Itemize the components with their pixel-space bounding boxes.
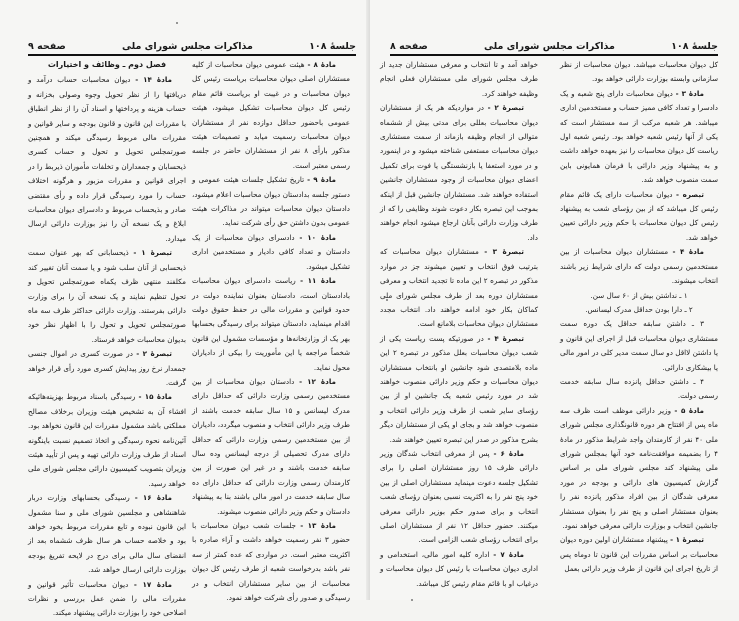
article-paragraph — [560, 533, 718, 576]
page-header — [28, 38, 356, 52]
article-text: اداره کلیه امور مالی، استخدامی و اداری دیوان محاسبات با رئیس کل دیوان محاسبات و درغیاب او با قائم مقام رئیس کل میباشد. — [380, 549, 538, 588]
article-text: مستشاران دیوان محاسبات از بین مستخدمین رسمی دولت که دارای شرایط زیر باشند انتخاب میشوند. — [560, 247, 718, 286]
article-text: جلسات شعب دیوان محاسبات با حضور ۳ نفر رسمیت خواهد داشت و آراء صادره با اکثریت معتبر است. در مواردی که عده کمتر از سه نفر باشد بدرخواست شعبه از طرف رئیس کل دیوان محاسبات از بین سایر مستشاران انتخاب و در رسیدگی و صدور رأی شرکت خواهد نمود. — [192, 521, 350, 603]
article-text: رسیدگی باسناد مربوط بهزینه‌هائیکه افشاء آن به تشخیص هیئت وزیران برخلاف مصالح مملکتی باشد مشمول مقررات این قانون نخواهد بود. آئین‌نامه نحوه رسیدگی و اتخاذ تصمیم نسبت باینگونه اسناد از طرف وزارت دارائی تهیه و پس از تأیید هیئت وزیران بتصویب کمیسیون دارائی مجلس شورای ملی خواهد رسید. — [28, 392, 186, 488]
article-label: مادهٔ ۱۷ - — [133, 579, 172, 589]
article-text: دیوان محاسبات حساب درآمد و دریافتها را از نظر تحویل وجوه وصولی بخزانه و حساب هزینه و پرداختها و اسناد آن را از نظر انطباق با مقررات این قانون و قانون بودجه و سایر قوانین و مقررات مالی مربوط رسیدگی میکند و همچنین صورتمجلس تحویل و تحول و حساب کسری ذیحسابان و جمعداران و تخلفات مأموران ذیربط را در اجرای قوانین و مقررات مزبور و هرگونه اختلاف حساب را مورد رسیدگی قرار داده و رأی مقتضی صادر و بذیحساب مربوط و دادسرای دیوان محاسبات ابلاغ و یک نسخه آن را نیز بوزارت دارائی ارسال میدارد. — [28, 75, 186, 243]
article-paragraph — [28, 390, 186, 491]
article-label: مادهٔ ۶ - — [493, 448, 524, 458]
header-rule — [28, 54, 356, 56]
text-column-right — [560, 58, 718, 577]
article-label: مادهٔ ۴ - — [672, 247, 704, 257]
article-text: هیئت عمومی دیوان محاسبات از کلیه مستشاران اصلی دیوان محاسبات بریاست رئیس کل دیوان محاسبات و در غیبت او بریاست قائم مقام رئیس کل دیوان محاسبات تشکیل میشود، هیئت عمومی باحضور حداقل دوازده نفر از مستشاران دیوان محاسبات رسمیت میابد و تصمیمات هیئت مذکور بارأی ۸ نفر از مستشاران حاضر در جلسه رسمی معتبر است. — [192, 60, 350, 170]
scan-speck — [176, 22, 178, 24]
article-paragraph — [192, 519, 350, 605]
article-paragraph — [380, 101, 538, 245]
text-column-left — [380, 58, 538, 591]
article-label: مادهٔ ۱۲ - — [299, 376, 336, 386]
article-paragraph — [28, 246, 186, 347]
article-text: پیشنهاد مستشاران اولین دوره دیوان محاسبات بر اساس مقررات این قانون تا دوماه پس از تاریخ اجرای این قانون از طرف وزیر دارائی بعمل — [560, 535, 718, 574]
article-paragraph — [560, 404, 718, 534]
article-paragraph — [380, 447, 538, 548]
article-paragraph — [28, 578, 186, 621]
session-number: جلسهٔ ۱۰۸ — [671, 41, 718, 52]
article-paragraph — [380, 332, 538, 447]
continued-paragraph — [380, 58, 538, 101]
article-paragraph — [380, 245, 538, 331]
article-text: پس از معرفی انتخاب شدگان وزیر دارائی ظرف ۱۵ روز مستشاران اصلی را برای تشکیل جلسه دعوت مینماید مستشاران اصلی از بین خود پنج نفر را به اکثریت نسبی بعنوان رؤسای شعب انتخاب و برای صدور حکم بوزیر دارائی معرفی میکنند. حضور حداقل ۱۲ نفر از مستشاران اصلی برای انتخاب رؤسای شعب الزامی است. — [380, 448, 538, 545]
article-label: تبصره - — [675, 189, 705, 199]
article-text: وزیر دارائی موظف است ظرف سه ماه پس از افتتاح هر دوره قانونگذاری مجلس شورای ملی ۴۰ نفر از کارمندان واجد شرایط مذکور در مادهٔ ۴ را بضمیمه موافقت‌نامه خود آنها بمجلس شورای ملی پیشنهاد کند مجلس شورای ملی بر اساس گزارش کمیسیون های دارائی و بودجه در مورد معرفی شدگان از بین افراد مذکور پانزده نفر را بعنوان مستشار اصلی و پنج نفر را بعنوان مستشار جانشین انتخاب و بوزارت دارائی معرفی خواهد نمود. — [560, 405, 718, 530]
article-paragraph — [192, 274, 350, 375]
page-header — [390, 38, 718, 52]
article-text: در صورتیکه پست ریاست یکی از شعب دیوان محاسبات بعلل مذکور در تبصره ۲ این ماده بلامتصدی شود جانشین او بانتخاب مستشاران دیوان محاسبات و حکم وزیر دارائی منصوب خواهند شد در مورد رئیس شعبه یک جانشین او از بین رؤسای سایر شعب از طرف وزیر دارائی انتخاب و منصوب خواهد شد و بجای او یکی از مستشاران دیگر بشرح مذکور در صدر این تبصره تعیین خواهند شد. — [380, 333, 538, 444]
article-text: تاریخ تشکیل جلسات هیئت عمومی و دستور جلسه بدادستان دیوان محاسبات اعلام میشود، دادستان دیوان محاسبات میتواند در مذاکرات هیئت عمومی بدون داشتن حق رأی شرکت نماید. — [192, 175, 350, 228]
article-paragraph — [28, 73, 186, 246]
page-number: صفحه ۹ — [28, 41, 66, 52]
article-text: در مواردیکه هر یک از مستشاران دیوان محاسبات بعللی برای مدتی بیش از ششماه متوالی از انجام وظیفه بازماند از سمت مستشاری دیوان محاسبات مستعفی شناخته میشود و در اینمورد و در مورد استعفا یا بازنشستگی یا فوت برای تکمیل اعضای دیوان محاسبات از وجود مستشاران جانشین استفاده خواهند شد. مستشاران جانشین قبل از اینکه بموجب این تبصره بکار دعوت شوند وظایفی را که از طرف وزارت دارائی بآنان ارجاع میشود انجام خواهند داد. — [380, 103, 538, 242]
article-text: دیوان محاسبات دارای پنج شعبه و یک دادسرا و تعداد کافی ممیز حساب و مستخدمین اداری میباشد. هر شعبه مرکب از سه مستشار است که یکی از آنها رئیس شعبه خواهد بود. رئیس شعبه اول ریاست کل دیوان محاسبات را نیز بعهده خواهد داشت و به پیشنهاد وزیر دارائی با فرمان همایونی باین سمت منصوب خواهد شد. — [560, 88, 718, 185]
article-text: در صورت کسری در اموال جنسی جمعدار نرخ روز پیدایش کسری مورد رأی قرار خواهد گرفت. — [28, 349, 186, 387]
article-label: تبصرهٔ ۴ - — [487, 333, 524, 343]
article-text: کل دیوان محاسبات میباشد. دیوان محاسبات از نظر سازمانی وابسته بوزارت دارائی خواهد بود. — [560, 60, 718, 84]
condition-item: ۲ ـ دارا بودن حداقل مدرک لیسانس. — [585, 304, 693, 314]
article-text: خواهد آمد و تا انتخاب و معرفی مستشاران جدید از طرف مجلس شورای ملی مستشاران فعلی انجام وظیفه خواهند کرد. — [380, 60, 538, 98]
article-text: رسیدگی بحسابهای وزارت دربار شاهنشاهی و مجلسین شورای ملی و سنا مشمول این قانون نبوده و تابع مقررات مربوط بخود خواهد بود و خلاصه حساب هر سال ظرف ششماه بعد از انقضای سال مالی برای درج در لایحه تفریغ بودجه بوزارت دارائی ارسال خواهد شد. — [28, 493, 186, 575]
scan-speck — [411, 599, 413, 601]
article-label: مادهٔ ۳ - — [675, 88, 704, 98]
running-title: مذاکرات مجلس شورای ملی — [121, 41, 253, 52]
article-paragraph — [28, 347, 186, 390]
article-label: مادهٔ ۱۵ - — [138, 392, 172, 402]
article-label: مادهٔ ۸ - — [307, 60, 336, 69]
article-text: دادسرای دیوان محاسبات از یک دادستان و تعداد کافی دادیار و مستخدمین اداری تشکیل میشود. — [192, 232, 350, 271]
article-paragraph — [560, 245, 718, 288]
article-text: مستشاران دیوان محاسبات که بترتیب فوق انتخاب و تعیین میشوند جز در موارد مذکور در تبصره ۲ این ماده تا تجدید انتخاب و معرفی مستشاران دوره بعد از طرف مجلس شورای ملی کماکان بکار خود ادامه خواهند داد. انتخاب مجدد مستشاران دیوان محاسبات بلامانع است. — [380, 247, 538, 329]
article-text: دادستان دیوان محاسبات از بین مستخدمین رسمی وزارت دارائی که حداقل دارای مدرک لیسانس و ۱۵ سال سابقه خدمت باشند از طرف وزیر دارائی انتخاب و منصوب میگردد، دادیاران از بین مستخدمین رسمی وزارت دارائی که حداقل دارای مدرک تحصیلی از درجه لیسانس وده سال سابقه خدمت باشند و در غیر این صورت از بین کارمندان رسمی وزارت دارائی که حداقل دارای ده سال سابقه خدمت در امور مالی باشند بنا به پیشنهاد دادستان و حکم وزیر دارائی منصوب میشوند. — [192, 376, 350, 516]
article-label: مادهٔ ۱۴ - — [135, 75, 172, 85]
page-number: صفحه ۸ — [390, 41, 428, 52]
running-title: مذاکرات مجلس شورای ملی — [483, 41, 615, 52]
page-9 — [0, 0, 370, 618]
article-text: ریاست دادسرای دیوان محاسبات بادادستان است، دادستان بعنوان نماینده دولت در حدود قوانین و مقررات مالی در حفظ حقوق دولت اقدام مینماید، دادستان میتواند برای رسیدگی بحسابها بهر یک از وزارتخانه‌ها و مؤسسات مشمول این قانون شخصاً مراجعه یا این مأموریت را بیکی از دادیاران محول نماید. — [192, 276, 350, 372]
article-text: ۴ ـ داشتن حداقل پانزده سال سابقه خدمت رسمی دولت. — [560, 376, 718, 401]
article-label: تبصرهٔ ۱ - — [133, 248, 172, 258]
header-rule — [390, 54, 718, 56]
article-label: مادهٔ ۱۳ - — [300, 521, 336, 530]
article-label: تبصرهٔ ۱ - — [670, 535, 704, 545]
article-paragraph — [192, 58, 350, 173]
article-paragraph — [380, 548, 538, 591]
article-label: مادهٔ ۷ - — [493, 549, 524, 559]
page-8 — [370, 0, 739, 600]
condition-item: ۱ ـ نداشتن بیش از ۶۰ سال سن. — [590, 290, 688, 300]
article-label: تبصرهٔ ۳ - — [484, 247, 524, 257]
article-text: ذیحسابانی که بهر عنوان سمت ذیحسابی از آنان سلب شود و یا سمت آنان تغییر کند مکلفند منتهی ظرف یکماه صورتمجلس تحویل و تحول تنظیم نمایند و یک نسخه آن را برای وزارت دارائی بفرستند. وزارت دارائی حداکثر ظرف سه ماه صورتمجلس تحویل و تحول را با اظهار نظر خود بدیوان محاسبات خواهد فرستاد. — [28, 248, 186, 344]
article-label: مادهٔ ۵ - — [674, 405, 704, 415]
article-text: ۳ ـ داشتن سابقه حداقل یک دوره سمت مستشاری دیوان محاسبات قبل از اجرای این قانون و یا داشتن لااقل دو سال سمت مدیر کلی در امور مالی یا بیشکاری دارائی. — [560, 319, 718, 372]
article-label: مادهٔ ۹ - — [307, 175, 336, 185]
continued-paragraph — [560, 58, 718, 87]
article-paragraph — [192, 231, 350, 274]
article-text: دیوان محاسبات تأثیر قوانین و مقررات مالی را ضمن عمل بررسی و نظرات اصلاحی خود را بوزارت دارائی پیشنهاد میکند. — [28, 579, 186, 618]
article-paragraph — [192, 375, 350, 519]
article-text: دیوان محاسبات دارای یک قائم مقام رئیس کل میباشد که از بین رؤسای شعب به پیشنهاد رئیس کل دیوان محاسبات با حکم وزیر دارائی تعیین خواهد شد. — [560, 189, 718, 242]
article-label: مادهٔ ۱۰ - — [299, 232, 336, 242]
article-paragraph — [560, 375, 718, 404]
scan-speck — [386, 299, 388, 301]
article-label: تبصرهٔ ۲ - — [136, 349, 172, 359]
article-paragraph — [560, 188, 718, 246]
article-label: مادهٔ ۱۱ - — [300, 276, 336, 286]
article-paragraph — [28, 491, 186, 577]
text-column-left — [28, 58, 186, 621]
article-paragraph — [192, 173, 350, 231]
article-paragraph — [560, 317, 718, 375]
article-label: تبصرهٔ ۲ - — [487, 103, 524, 113]
session-number: جلسهٔ ۱۰۸ — [309, 41, 356, 52]
text-column-right — [192, 58, 350, 605]
chapter-heading: فصل دوم ـ وظائف و اختیارات — [47, 60, 167, 69]
article-paragraph — [560, 87, 718, 188]
article-label: مادهٔ ۱۶ - — [134, 493, 172, 503]
